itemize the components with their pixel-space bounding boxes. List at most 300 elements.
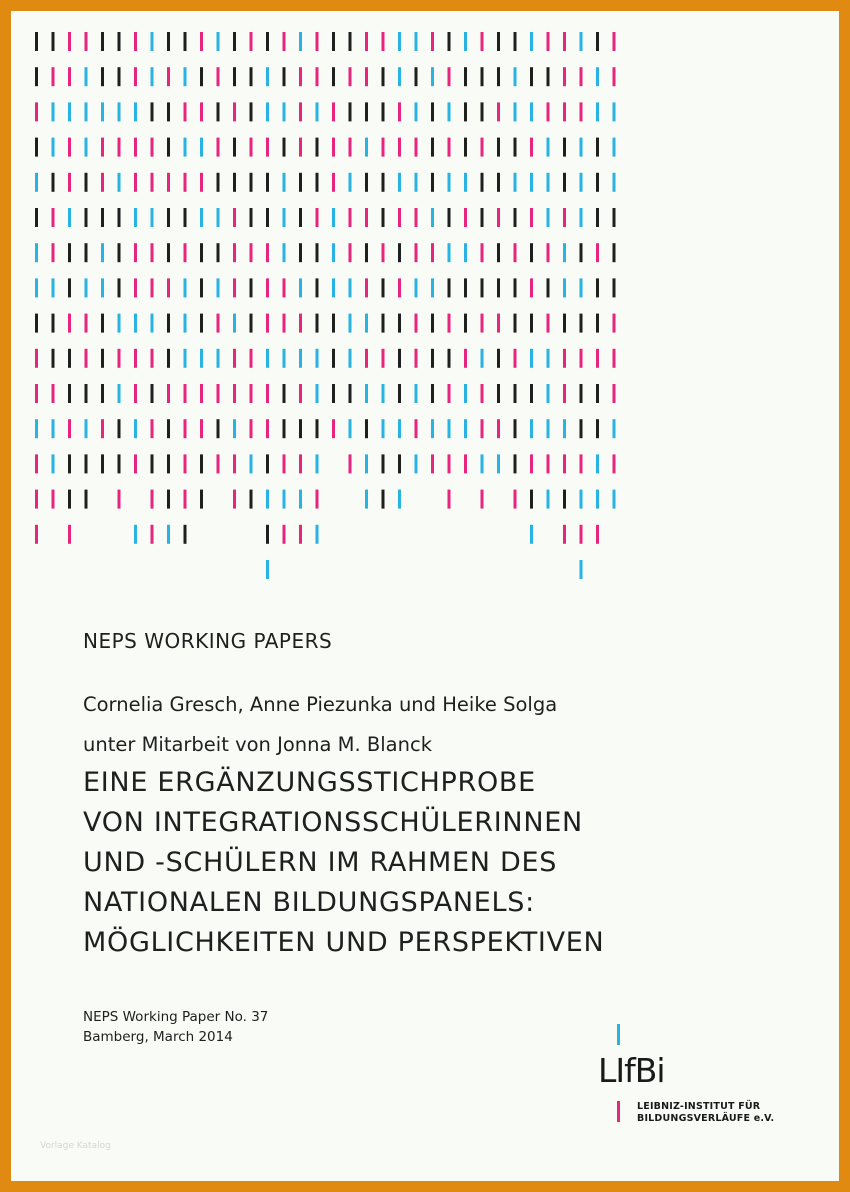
pattern-bar bbox=[200, 490, 203, 509]
pattern-bar bbox=[52, 67, 55, 86]
pattern-bar bbox=[365, 32, 368, 51]
pattern-bar bbox=[85, 454, 88, 473]
pattern-bar bbox=[217, 173, 220, 192]
pattern-bar bbox=[233, 32, 236, 51]
pattern-bar bbox=[596, 525, 599, 544]
pattern-bar bbox=[448, 173, 451, 192]
logo-wordmark: LIfBi bbox=[598, 1051, 665, 1090]
pattern-bar bbox=[283, 67, 286, 86]
pattern-bar bbox=[250, 278, 253, 297]
pattern-bar bbox=[68, 349, 71, 368]
pattern-bar bbox=[85, 243, 88, 262]
pattern-bar bbox=[464, 419, 467, 438]
pattern-bar bbox=[283, 278, 286, 297]
pattern-bar bbox=[349, 208, 352, 227]
pattern-bar bbox=[497, 314, 500, 333]
pattern-bar bbox=[596, 67, 599, 86]
pattern-bar bbox=[184, 278, 187, 297]
pattern-bar bbox=[283, 384, 286, 403]
pattern-bar bbox=[134, 314, 137, 333]
pattern-bar bbox=[580, 208, 583, 227]
pattern-bar bbox=[365, 454, 368, 473]
pattern-bar bbox=[448, 208, 451, 227]
pattern-bar bbox=[514, 278, 517, 297]
pattern-bar bbox=[283, 349, 286, 368]
pattern-bar bbox=[68, 490, 71, 509]
pattern-bar bbox=[530, 173, 533, 192]
pattern-bar bbox=[464, 349, 467, 368]
pattern-bar bbox=[85, 67, 88, 86]
pattern-bar bbox=[85, 349, 88, 368]
pattern-bar bbox=[134, 243, 137, 262]
pattern-bar bbox=[481, 67, 484, 86]
pattern-bar bbox=[530, 349, 533, 368]
pattern-bar bbox=[35, 384, 38, 403]
pattern-bar bbox=[299, 278, 302, 297]
pattern-bar bbox=[481, 32, 484, 51]
pattern-bar bbox=[431, 138, 434, 157]
pattern-bar bbox=[514, 419, 517, 438]
pattern-bar bbox=[151, 173, 154, 192]
pattern-bar bbox=[250, 384, 253, 403]
pattern-bar bbox=[217, 32, 220, 51]
pattern-bar bbox=[580, 384, 583, 403]
pattern-bar bbox=[415, 278, 418, 297]
pattern-bar bbox=[299, 314, 302, 333]
pattern-bar bbox=[613, 173, 616, 192]
pattern-bar bbox=[200, 384, 203, 403]
pattern-bar bbox=[266, 454, 269, 473]
pattern-bar bbox=[415, 384, 418, 403]
pattern-bar bbox=[184, 525, 187, 544]
pattern-bar bbox=[35, 208, 38, 227]
pattern-bar bbox=[563, 490, 566, 509]
pattern-bar bbox=[365, 314, 368, 333]
pattern-bar bbox=[233, 173, 236, 192]
pattern-bar bbox=[184, 314, 187, 333]
pattern-bar bbox=[134, 525, 137, 544]
pattern-bar bbox=[563, 525, 566, 544]
pattern-bar bbox=[118, 278, 121, 297]
pattern-bar bbox=[382, 208, 385, 227]
pattern-bar bbox=[233, 278, 236, 297]
pattern-bar bbox=[398, 102, 401, 121]
pattern-bar bbox=[299, 490, 302, 509]
pattern-bar bbox=[101, 208, 104, 227]
pattern-bar bbox=[563, 173, 566, 192]
pattern-bar bbox=[382, 32, 385, 51]
pattern-bar bbox=[431, 384, 434, 403]
pattern-bar bbox=[332, 419, 335, 438]
pattern-bar bbox=[118, 384, 121, 403]
pattern-bar bbox=[415, 173, 418, 192]
pattern-bar bbox=[266, 32, 269, 51]
pattern-bar bbox=[35, 138, 38, 157]
pattern-bar bbox=[134, 349, 137, 368]
pattern-bar bbox=[497, 384, 500, 403]
pattern-bar bbox=[151, 525, 154, 544]
pattern-bar bbox=[530, 208, 533, 227]
pattern-bar bbox=[151, 138, 154, 157]
pattern-bar bbox=[431, 278, 434, 297]
pattern-bar bbox=[530, 490, 533, 509]
pattern-bar bbox=[596, 138, 599, 157]
pattern-bar bbox=[382, 138, 385, 157]
pattern-bar bbox=[596, 243, 599, 262]
pattern-bar bbox=[431, 32, 434, 51]
title-line: UND -SCHÜLERN IM RAHMEN DES bbox=[83, 847, 558, 878]
pattern-bar bbox=[365, 490, 368, 509]
pattern-bar bbox=[382, 102, 385, 121]
pattern-bar bbox=[514, 314, 517, 333]
pattern-bar bbox=[415, 454, 418, 473]
pattern-bar bbox=[316, 32, 319, 51]
pattern-bar bbox=[349, 349, 352, 368]
pattern-bar bbox=[464, 384, 467, 403]
pattern-bar bbox=[613, 32, 616, 51]
pattern-bar bbox=[580, 173, 583, 192]
pattern-bar bbox=[365, 67, 368, 86]
pattern-bar bbox=[448, 67, 451, 86]
pattern-bar bbox=[349, 173, 352, 192]
watermark: Vorlage Katalog bbox=[40, 1141, 111, 1151]
pattern-bar bbox=[349, 419, 352, 438]
pattern-bar bbox=[134, 208, 137, 227]
pattern-bar bbox=[332, 314, 335, 333]
pattern-bar bbox=[52, 454, 55, 473]
pattern-bar bbox=[68, 102, 71, 121]
pattern-bar bbox=[200, 419, 203, 438]
pattern-bar bbox=[580, 314, 583, 333]
pattern-bar bbox=[200, 454, 203, 473]
pattern-bar bbox=[563, 454, 566, 473]
pattern-bar bbox=[283, 525, 286, 544]
pattern-bar bbox=[299, 32, 302, 51]
pattern-bar bbox=[200, 314, 203, 333]
pattern-bar bbox=[415, 243, 418, 262]
pattern-bar bbox=[580, 454, 583, 473]
pattern-bar bbox=[398, 454, 401, 473]
pattern-bar bbox=[316, 454, 319, 473]
pattern-bar bbox=[580, 243, 583, 262]
pattern-bar bbox=[464, 278, 467, 297]
pattern-bar bbox=[530, 454, 533, 473]
pattern-bar bbox=[613, 138, 616, 157]
pattern-bar bbox=[118, 490, 121, 509]
pattern-bar bbox=[530, 278, 533, 297]
pattern-bar bbox=[613, 208, 616, 227]
pattern-bar bbox=[167, 525, 170, 544]
pattern-bar bbox=[283, 419, 286, 438]
pattern-bar bbox=[250, 243, 253, 262]
pattern-bar bbox=[349, 102, 352, 121]
paper-title bbox=[83, 763, 604, 963]
pattern-bar bbox=[52, 419, 55, 438]
pattern-bar bbox=[68, 173, 71, 192]
title-line: VON INTEGRATIONSSCHÜLERINNEN bbox=[83, 807, 583, 838]
pattern-bar bbox=[613, 454, 616, 473]
pattern-bar bbox=[398, 67, 401, 86]
pattern-bar bbox=[184, 454, 187, 473]
pattern-bar bbox=[497, 454, 500, 473]
pattern-bar bbox=[299, 243, 302, 262]
pattern-bar bbox=[514, 138, 517, 157]
pattern-bar bbox=[547, 173, 550, 192]
pattern-bar bbox=[481, 349, 484, 368]
pattern-bar bbox=[481, 384, 484, 403]
pattern-bar bbox=[233, 102, 236, 121]
pattern-bar bbox=[365, 243, 368, 262]
pattern-bar bbox=[266, 560, 269, 579]
pattern-bar bbox=[382, 314, 385, 333]
pattern-bar bbox=[283, 314, 286, 333]
pattern-bar bbox=[167, 384, 170, 403]
pattern-bar bbox=[266, 314, 269, 333]
pattern-bar bbox=[134, 138, 137, 157]
pattern-bar bbox=[464, 314, 467, 333]
pattern-bar bbox=[316, 208, 319, 227]
pattern-bar bbox=[481, 243, 484, 262]
pattern-bar bbox=[415, 208, 418, 227]
pattern-bar bbox=[217, 67, 220, 86]
pattern-bar bbox=[398, 243, 401, 262]
pattern-bar bbox=[167, 349, 170, 368]
logo-line-2: BILDUNGSVERLÄUFE e.V. bbox=[637, 1113, 775, 1124]
pattern-bar bbox=[448, 454, 451, 473]
pattern-bar bbox=[233, 490, 236, 509]
pattern-bar bbox=[514, 349, 517, 368]
pattern-bar bbox=[184, 173, 187, 192]
pattern-bar bbox=[134, 32, 137, 51]
pattern-bar bbox=[250, 208, 253, 227]
pattern-bar bbox=[266, 67, 269, 86]
pattern-bar bbox=[580, 490, 583, 509]
pattern-bar bbox=[250, 138, 253, 157]
pattern-bar bbox=[85, 138, 88, 157]
pattern-bar bbox=[68, 384, 71, 403]
pattern-bar bbox=[101, 278, 104, 297]
pattern-bar bbox=[167, 32, 170, 51]
pattern-bar bbox=[316, 102, 319, 121]
pattern-bar bbox=[580, 32, 583, 51]
pattern-bar bbox=[52, 102, 55, 121]
pattern-bar bbox=[415, 67, 418, 86]
pattern-bar bbox=[530, 67, 533, 86]
pattern-bar bbox=[332, 67, 335, 86]
pattern-bar bbox=[85, 314, 88, 333]
pattern-bar bbox=[101, 349, 104, 368]
pattern-bar bbox=[563, 278, 566, 297]
pattern-bar bbox=[547, 419, 550, 438]
pattern-bar bbox=[547, 208, 550, 227]
pattern-bar bbox=[299, 208, 302, 227]
pattern-bar bbox=[200, 173, 203, 192]
pattern-bar bbox=[118, 138, 121, 157]
pattern-bar bbox=[497, 138, 500, 157]
pattern-bar bbox=[68, 32, 71, 51]
pattern-bar bbox=[481, 419, 484, 438]
pattern-bar bbox=[266, 419, 269, 438]
pattern-bar bbox=[332, 208, 335, 227]
pattern-bar bbox=[563, 243, 566, 262]
pattern-bar bbox=[266, 525, 269, 544]
pattern-bar bbox=[85, 419, 88, 438]
pattern-bar bbox=[563, 138, 566, 157]
logo-bar-cyan bbox=[617, 1024, 620, 1045]
pattern-bar bbox=[250, 314, 253, 333]
pattern-bar bbox=[497, 102, 500, 121]
pattern-bar bbox=[530, 102, 533, 121]
pattern-bar bbox=[349, 278, 352, 297]
pattern-bar bbox=[35, 314, 38, 333]
pattern-bar bbox=[250, 349, 253, 368]
pattern-bar bbox=[596, 454, 599, 473]
pattern-bar bbox=[283, 138, 286, 157]
pattern-bar bbox=[217, 138, 220, 157]
pattern-bar bbox=[250, 490, 253, 509]
pattern-bar bbox=[497, 278, 500, 297]
pattern-bar bbox=[52, 278, 55, 297]
pattern-bar bbox=[134, 173, 137, 192]
pattern-bar bbox=[448, 314, 451, 333]
pattern-bar bbox=[398, 384, 401, 403]
pattern-bar bbox=[431, 419, 434, 438]
pattern-bar bbox=[101, 314, 104, 333]
pattern-bar bbox=[448, 138, 451, 157]
pattern-bar bbox=[382, 67, 385, 86]
pattern-bar bbox=[266, 138, 269, 157]
pattern-bar bbox=[200, 67, 203, 86]
pattern-bar bbox=[398, 419, 401, 438]
pattern-bar bbox=[217, 102, 220, 121]
pattern-bar bbox=[266, 490, 269, 509]
place-date: Bamberg, March 2014 bbox=[83, 1029, 233, 1045]
pattern-bar bbox=[547, 384, 550, 403]
pattern-bar bbox=[151, 490, 154, 509]
pattern-bar bbox=[431, 314, 434, 333]
pattern-bar bbox=[398, 349, 401, 368]
pattern-bar bbox=[514, 454, 517, 473]
pattern-bar bbox=[167, 243, 170, 262]
pattern-bar bbox=[35, 349, 38, 368]
pattern-bar bbox=[563, 208, 566, 227]
pattern-bar bbox=[200, 278, 203, 297]
pattern-bar bbox=[332, 384, 335, 403]
pattern-bar bbox=[316, 384, 319, 403]
pattern-bar bbox=[613, 278, 616, 297]
pattern-bar bbox=[497, 32, 500, 51]
pattern-bar bbox=[167, 138, 170, 157]
pattern-bar bbox=[35, 32, 38, 51]
pattern-bar bbox=[118, 102, 121, 121]
pattern-bar bbox=[448, 278, 451, 297]
pattern-bar bbox=[316, 419, 319, 438]
pattern-bar bbox=[68, 138, 71, 157]
pattern-bar bbox=[316, 173, 319, 192]
pattern-bar bbox=[52, 314, 55, 333]
pattern-bar bbox=[365, 102, 368, 121]
pattern-bar bbox=[382, 384, 385, 403]
pattern-bar bbox=[332, 243, 335, 262]
pattern-bar bbox=[134, 454, 137, 473]
pattern-bar bbox=[167, 102, 170, 121]
pattern-bar bbox=[398, 138, 401, 157]
pattern-bar bbox=[299, 102, 302, 121]
pattern-bar bbox=[596, 208, 599, 227]
pattern-bar bbox=[299, 138, 302, 157]
pattern-bar bbox=[52, 243, 55, 262]
pattern-bar bbox=[184, 419, 187, 438]
pattern-bar bbox=[464, 102, 467, 121]
pattern-bar bbox=[68, 67, 71, 86]
pattern-bar bbox=[118, 349, 121, 368]
pattern-bar bbox=[151, 67, 154, 86]
pattern-bar bbox=[613, 419, 616, 438]
pattern-bar bbox=[563, 349, 566, 368]
pattern-bar bbox=[101, 384, 104, 403]
pattern-bar bbox=[233, 349, 236, 368]
pattern-bar bbox=[184, 102, 187, 121]
pattern-bar bbox=[233, 243, 236, 262]
pattern-bar bbox=[134, 384, 137, 403]
pattern-bar bbox=[464, 138, 467, 157]
pattern-bar bbox=[151, 102, 154, 121]
pattern-bar bbox=[35, 67, 38, 86]
pattern-bar bbox=[596, 278, 599, 297]
pattern-bar bbox=[596, 102, 599, 121]
pattern-bar bbox=[299, 525, 302, 544]
pattern-bar bbox=[283, 490, 286, 509]
paper-meta bbox=[83, 1007, 268, 1047]
pattern-bar bbox=[118, 314, 121, 333]
title-line: MÖGLICHKEITEN UND PERSPEKTIVEN bbox=[83, 927, 605, 958]
pattern-bar bbox=[481, 173, 484, 192]
pattern-bar bbox=[415, 32, 418, 51]
pattern-bar bbox=[151, 208, 154, 227]
pattern-bar bbox=[497, 67, 500, 86]
logo-bar-magenta bbox=[617, 1101, 620, 1122]
pattern-bar bbox=[68, 243, 71, 262]
pattern-bar bbox=[514, 67, 517, 86]
pattern-bar bbox=[283, 102, 286, 121]
pattern-bar bbox=[35, 454, 38, 473]
pattern-bar bbox=[382, 454, 385, 473]
pattern-bar bbox=[200, 32, 203, 51]
pattern-bar bbox=[547, 138, 550, 157]
pattern-bar bbox=[151, 243, 154, 262]
pattern-bar bbox=[68, 419, 71, 438]
pattern-bar bbox=[596, 314, 599, 333]
pattern-bar bbox=[52, 138, 55, 157]
pattern-bar bbox=[613, 314, 616, 333]
pattern-bar bbox=[250, 173, 253, 192]
pattern-bar bbox=[596, 349, 599, 368]
pattern-bar bbox=[431, 67, 434, 86]
pattern-bar bbox=[464, 208, 467, 227]
pattern-bar bbox=[497, 243, 500, 262]
pattern-bar bbox=[431, 454, 434, 473]
pattern-bar bbox=[35, 419, 38, 438]
pattern-bar bbox=[101, 243, 104, 262]
pattern-bar bbox=[151, 349, 154, 368]
pattern-bar bbox=[134, 278, 137, 297]
pattern-bar bbox=[151, 314, 154, 333]
pattern-bar bbox=[514, 243, 517, 262]
pattern-bar bbox=[563, 419, 566, 438]
pattern-bar bbox=[613, 490, 616, 509]
pattern-bar bbox=[398, 490, 401, 509]
pattern-bar bbox=[596, 32, 599, 51]
